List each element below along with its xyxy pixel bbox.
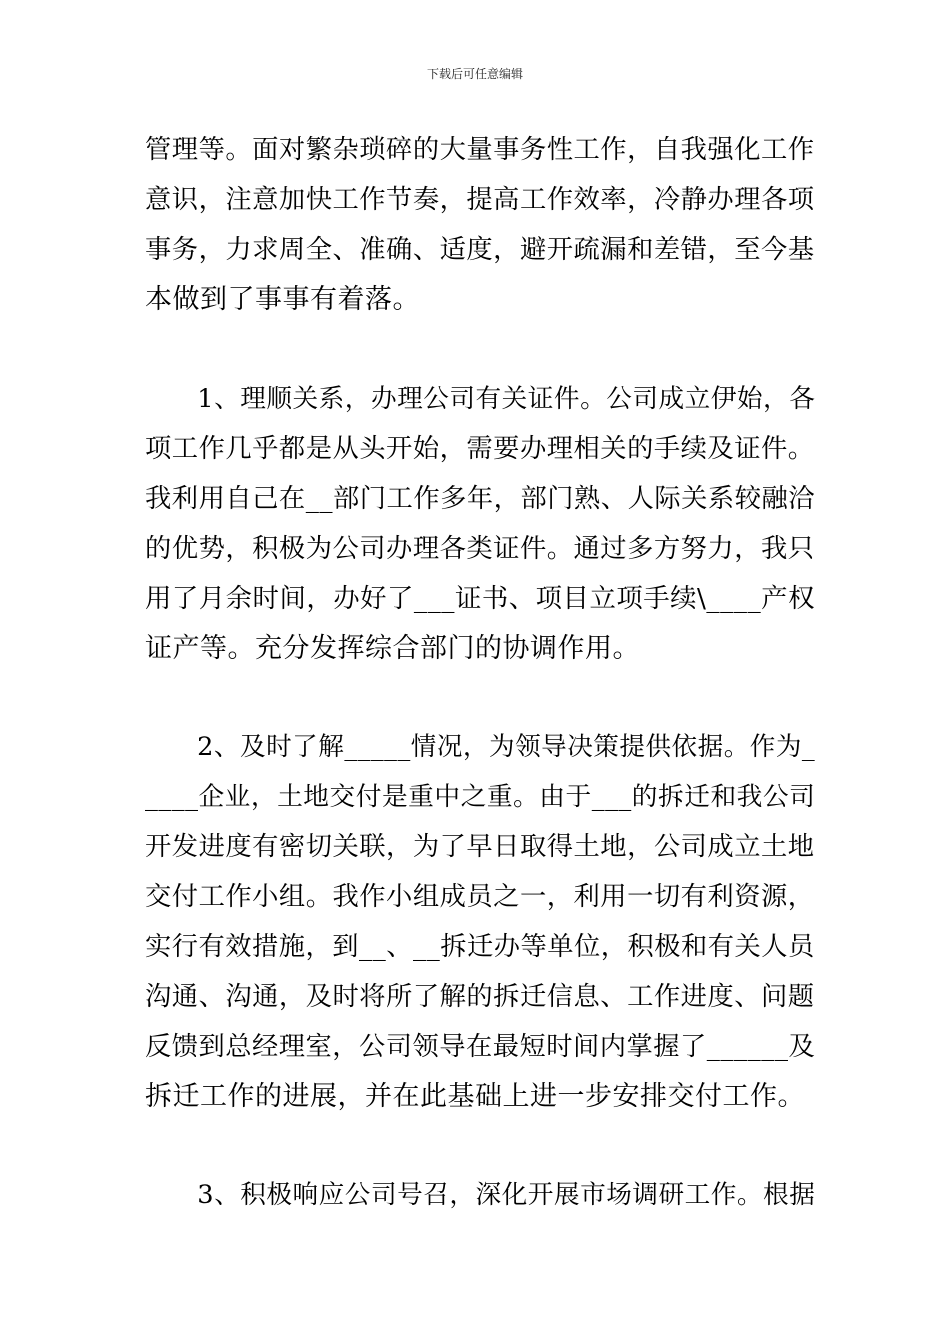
paragraph-line: 事务，力求周全、准确、适度，避开疏漏和差错，至今基 bbox=[145, 235, 815, 265]
paragraph-line: 拆迁工作的进展，并在此基础上进一步安排交付工作。 bbox=[145, 1081, 805, 1112]
paragraph-line: 反馈到总经理室，公司领导在最短时间内掌握了______及 bbox=[145, 1032, 816, 1062]
paragraph-line: 沟通、沟通，及时将所了解的拆迁信息、工作进度、问题 bbox=[145, 982, 815, 1012]
paragraph-line: ____企业，土地交付是重中之重。由于___的拆迁和我公司 bbox=[145, 782, 816, 812]
paragraph-line: 3、积极响应公司号召，深化开展市场调研工作。根据 bbox=[145, 1180, 816, 1210]
paragraph-line: 管理等。面对繁杂琐碎的大量事务性工作，自我强化工作 bbox=[145, 135, 815, 165]
paragraph-line: 意识，注意加快工作节奏，提高工作效率，冷静办理各项 bbox=[145, 185, 815, 215]
paragraph-line: 的优势，积极为公司办理各类证件。通过多方努力，我只 bbox=[145, 534, 815, 564]
paragraph-line: 证产等。充分发挥综合部门的协调作用。 bbox=[145, 633, 640, 664]
paragraph-line: 开发进度有密切关联，为了早日取得土地，公司成立土地 bbox=[145, 832, 815, 862]
paragraph-line: 我利用自己在__部门工作多年，部门熟、人际关系较融洽 bbox=[145, 484, 816, 514]
paragraph-line: 本做到了事事有着落。 bbox=[145, 284, 420, 315]
page-header: 下载后可任意编辑 bbox=[426, 67, 523, 81]
paragraph-line: 2、及时了解_____情况，为领导决策提供依据。作为_ bbox=[145, 732, 816, 762]
paragraph-line: 1、理顺关系，办理公司有关证件。公司成立伊始，各 bbox=[145, 384, 816, 414]
paragraph-line: 用了月余时间，办好了___证书、项目立项手续\____产权 bbox=[145, 583, 815, 614]
paragraph-line: 项工作几乎都是从头开始，需要办理相关的手续及证件。 bbox=[145, 434, 815, 464]
paragraph-line: 交付工作小组。我作小组成员之一，利用一切有利资源， bbox=[145, 882, 815, 912]
paragraph-line: 实行有效措施，到__、__拆迁办等单位，积极和有关人员 bbox=[145, 932, 815, 962]
